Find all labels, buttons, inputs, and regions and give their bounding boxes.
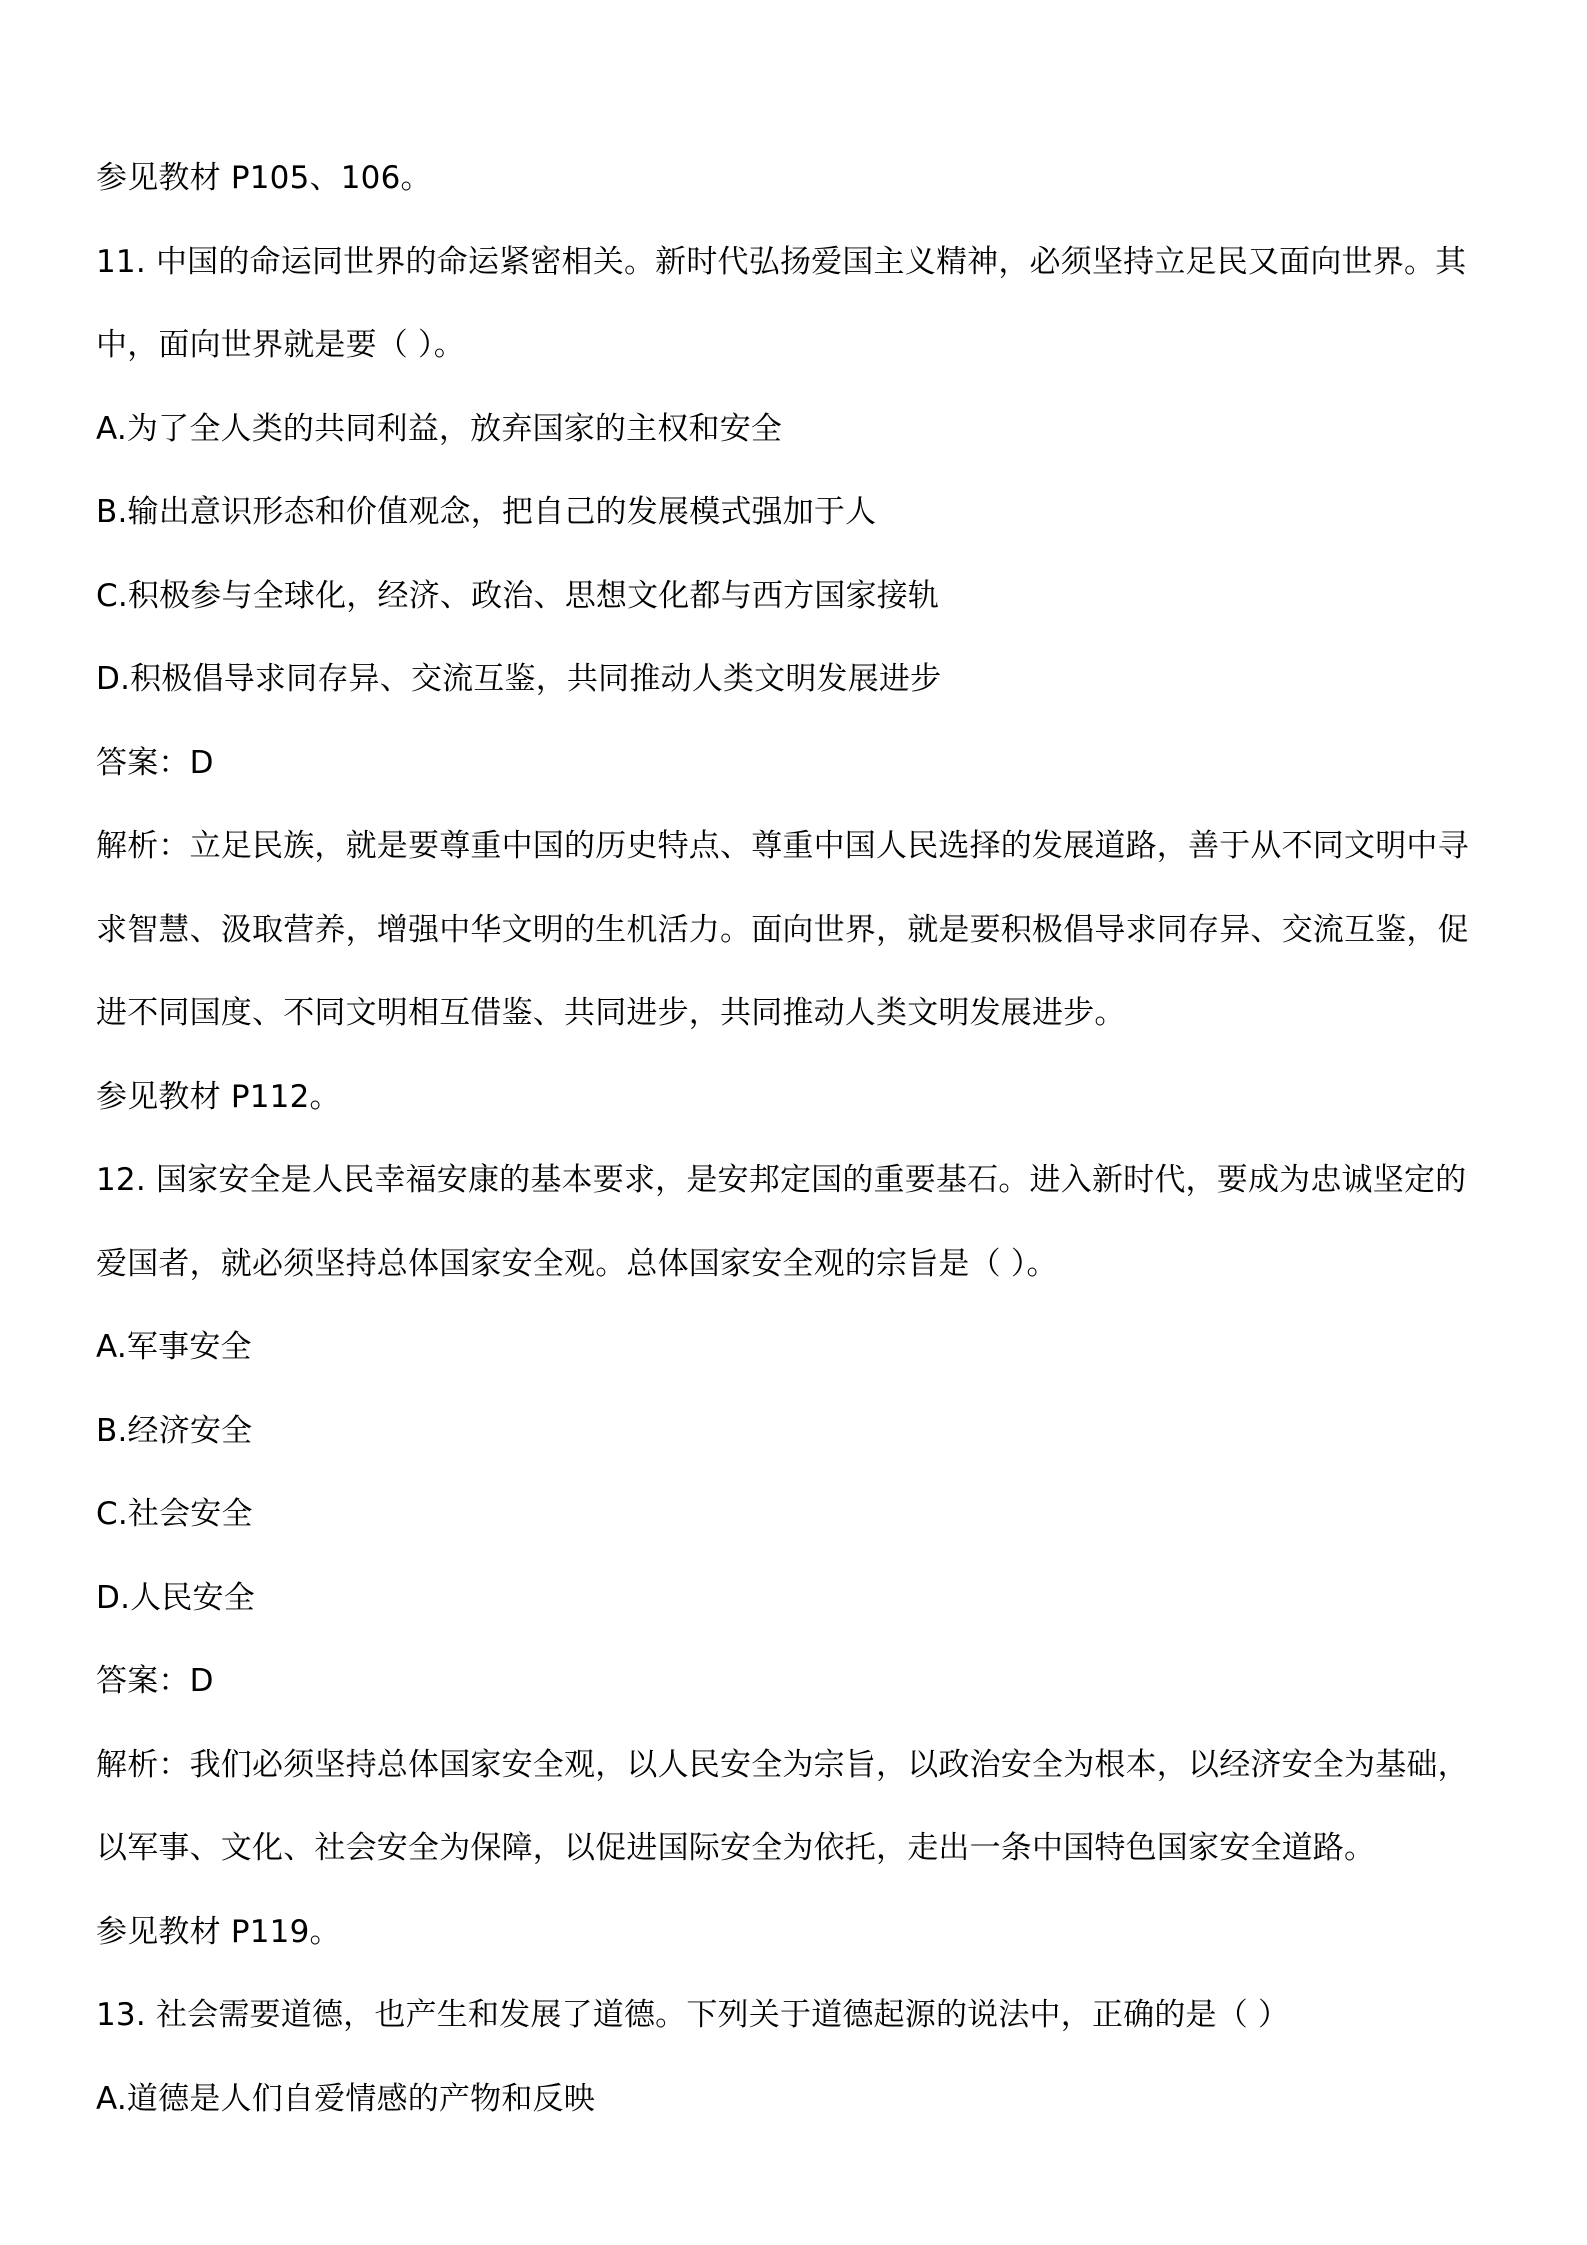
question-12-explanation-cont: 以军事、文化、社会安全为保障，以促进国际安全为依托，走出一条中国特色国家安全道路。 <box>96 1830 1376 1866</box>
question-12-answer: 答案：D <box>96 1663 214 1699</box>
question-11-explanation-cont: 进不同国度、不同文明相互借鉴、共同进步，共同推动人类文明发展进步。 <box>96 995 1126 1031</box>
question-11-option-a: A.为了全人类的共同利益，放弃国家的主权和安全 <box>96 410 783 447</box>
question-11-text: 11. 中国的命运同世界的命运紧密相关。新时代弘扬爱国主义精神，必须坚持立足民又面向世界。其 <box>96 243 1467 280</box>
question-11-text-cont: 中，面向世界就是要（ ）。 <box>96 327 465 363</box>
question-11-option-c: C.积极参与全球化，经济、政治、思想文化都与西方国家接轨 <box>96 577 940 614</box>
question-12-option-b: B.经济安全 <box>96 1412 253 1449</box>
question-12-reference: 参见教材 P119。 <box>96 1913 341 1950</box>
question-13-text: 13. 社会需要道德，也产生和发展了道德。下列关于道德起源的说法中，正确的是（ ） <box>96 1997 1290 2033</box>
question-12-explanation: 解析：我们必须坚持总体国家安全观，以人民安全为宗旨，以政治安全为根本，以经济安全为基础， <box>96 1746 1469 1783</box>
question-11-answer: 答案：D <box>96 744 214 781</box>
question-12-option-c: C.社会安全 <box>96 1496 253 1532</box>
question-11-option-b: B.输出意识形态和价值观念，把自己的发展模式强加于人 <box>96 494 877 530</box>
document-page <box>96 160 1496 2164</box>
question-11-explanation: 解析：立足民族，就是要尊重中国的历史特点、尊重中国人民选择的发展道路，善于从不同文明中寻 <box>96 828 1469 864</box>
question-13-option-a: A.道德是人们自爱情感的产物和反映 <box>96 2080 595 2117</box>
question-11-option-d: D.积极倡导求同存异、交流互鉴，共同推动人类文明发展进步 <box>96 661 942 697</box>
question-12-option-d: D.人民安全 <box>96 1579 255 1616</box>
question-12-text: 12. 国家安全是人民幸福安康的基本要求，是安邦定国的重要基石。进入新时代，要成为忠诚坚定的 <box>96 1162 1467 1198</box>
question-12-text-cont: 爱国者，就必须坚持总体国家安全观。总体国家安全观的宗旨是（ ）。 <box>96 1245 1058 1282</box>
question-12-option-a: A.军事安全 <box>96 1329 252 1365</box>
question-11-explanation-cont: 求智慧、汲取营养，增强中华文明的生机活力。面向世界，就是要积极倡导求同存异、交流互鉴，促 <box>96 911 1469 948</box>
reference-line: 参见教材 P105、106。 <box>96 160 432 196</box>
question-11-reference: 参见教材 P112。 <box>96 1078 341 1115</box>
